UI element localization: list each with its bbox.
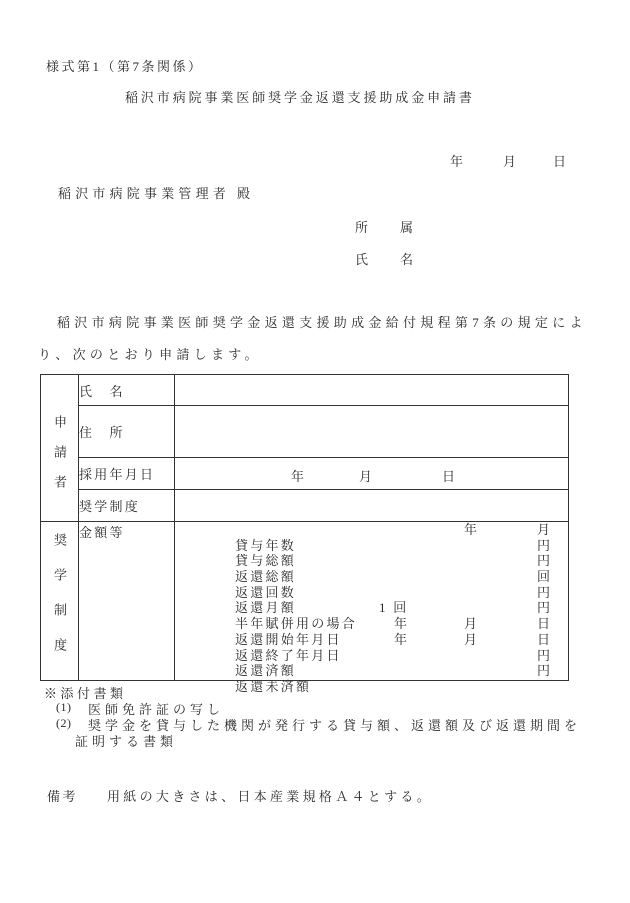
- hire-month-label: 月: [359, 469, 375, 484]
- money-line-label: 返還回数: [235, 584, 297, 600]
- money-line-repay-end: [175, 631, 568, 663]
- money-line-label: 返還月額: [235, 600, 297, 616]
- unit-day: 日: [537, 616, 553, 632]
- applicant-name-label: 氏 名: [79, 375, 175, 406]
- table-row: [41, 458, 569, 490]
- unit-day: 日: [537, 631, 553, 647]
- unit-yen: 円: [537, 553, 553, 569]
- money-line-semiannual: [175, 600, 568, 632]
- address-input-cell: [175, 406, 569, 458]
- money-line-loan-years: [175, 522, 568, 553]
- attachment-item-text: 奨学金を貸与した機関が発行する貸与額、返還額及び返還期間を: [88, 718, 582, 733]
- date-day-label: 日: [553, 154, 567, 169]
- unit-times: 回: [537, 569, 553, 585]
- scholarship-system-label: 奨学制度: [79, 490, 175, 522]
- form-number: 様式第1（第7条関係）: [46, 59, 204, 74]
- money-line-label: 貸与総額: [235, 553, 297, 569]
- scholarship-group-cell: [41, 522, 79, 681]
- date-year-label: 年: [450, 154, 464, 169]
- unit-month: 月: [464, 631, 480, 647]
- body-text-line2: り、次のとおり申請します。: [38, 347, 262, 362]
- addressee: 稲沢市病院事業管理者: [58, 186, 231, 201]
- unit-month: 月: [537, 522, 553, 537]
- hire-date-label: 採用年月日: [79, 458, 175, 490]
- money-line-label: 半年賦併用の場合: [235, 616, 358, 632]
- money-line-loan-total: [175, 537, 568, 569]
- unit-year: 年: [394, 631, 410, 647]
- table-row: [41, 375, 569, 406]
- remarks-label: 備考: [47, 789, 79, 804]
- semiannual-count: 1 回: [379, 600, 409, 616]
- address-label: 住 所: [79, 406, 175, 458]
- amount-detail-cell: [175, 522, 569, 694]
- applicant-group-label: 申請者: [52, 415, 67, 505]
- table-row: [41, 406, 569, 458]
- money-line-unpaid: [175, 663, 568, 694]
- scholarship-group-label: 奨学制度: [52, 533, 67, 673]
- remarks-text: 用紙の大きさは、日本産業規格Ａ４とする。: [107, 789, 434, 804]
- unit-yen: 円: [537, 647, 553, 663]
- page-title: 稲沢市病院事業医師奨学金返還支援助成金申請書: [125, 90, 475, 105]
- money-line-label: 返還終了年月日: [235, 647, 342, 663]
- money-line-repay-start: [175, 616, 568, 647]
- affiliation-label: 所 属: [355, 220, 416, 235]
- unit-year: 年: [394, 616, 410, 632]
- attachment-item-text-continued: 証明する書類: [75, 734, 178, 749]
- unit-year: 年: [464, 522, 480, 537]
- attachment-item-number: (1): [56, 700, 72, 714]
- unit-yen: 円: [537, 537, 553, 553]
- money-line-label: 貸与年数: [235, 537, 297, 553]
- money-line-repay-count: [175, 569, 568, 600]
- money-line-label: 返還総額: [235, 569, 297, 585]
- applicant-name-input-cell: [175, 375, 569, 406]
- attachments-heading: ※添付書類: [44, 686, 127, 701]
- table-row: [41, 522, 569, 681]
- name-label: 氏 名: [355, 252, 416, 267]
- unit-yen: 円: [537, 600, 553, 616]
- money-line-label: 返還開始年月日: [235, 631, 342, 647]
- scholarship-system-input-cell: [175, 490, 569, 522]
- addressee-honorific: 殿: [237, 186, 251, 201]
- date-month-label: 月: [503, 154, 517, 169]
- hire-day-label: 日: [442, 469, 458, 484]
- applicant-group-cell: [41, 375, 79, 522]
- attachment-item-number: (2): [56, 716, 72, 730]
- unit-yen: 円: [537, 584, 553, 600]
- unit-yen: 円: [537, 663, 553, 679]
- hire-year-label: 年: [291, 469, 307, 484]
- money-line-repaid: [175, 647, 568, 679]
- attachment-item-text: 医師免許証の写し: [88, 702, 225, 717]
- table-row: [41, 490, 569, 522]
- amount-label-cell: 金額等: [79, 522, 175, 681]
- unit-month: 月: [464, 616, 480, 632]
- body-text-line1: 稲沢市病院事業医師奨学金返還支援助成金給付規程第7条の規定によ: [57, 315, 587, 330]
- money-line-label: 返還未済額: [235, 678, 312, 694]
- money-line-label: 返還済額: [235, 663, 297, 679]
- money-line-repay-total: [175, 553, 568, 585]
- hire-date-cell: [175, 458, 569, 490]
